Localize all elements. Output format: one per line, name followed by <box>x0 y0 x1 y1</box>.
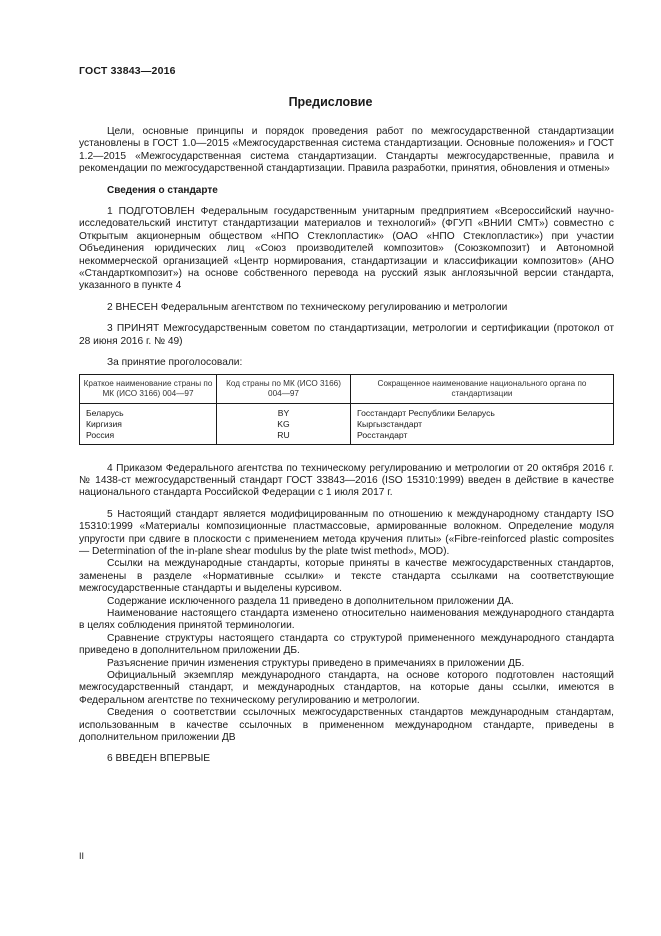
header-code: Код страны по МК (ИСО 3166) 004—97 <box>217 374 351 403</box>
cell-body: Росстандарт <box>351 430 614 445</box>
header-body: Сокращенное наименование национального органа по стандартизации <box>351 374 614 403</box>
cell-country: Киргизия <box>80 419 217 430</box>
standard-code-header: ГОСТ 33843—2016 <box>79 65 176 77</box>
info-heading: Сведения о стандарте <box>107 184 218 196</box>
paragraph-2: 2 ВНЕСЕН Федеральным агентством по техническому регулированию и метрологии <box>107 301 508 313</box>
vote-table <box>79 374 614 445</box>
table-row <box>80 419 614 430</box>
vote-table-header <box>80 374 614 403</box>
cell-code: BY <box>217 403 351 419</box>
paragraph-5-structure: Сравнение структуры настоящего стандарта со структурой примененного международного стандарта приведено в дополнительном приложении ДБ. <box>79 632 614 657</box>
paragraph-1: 1 ПОДГОТОВЛЕН Федеральным государственным унитарным предприятием «Всероссийский научно-исследовательский институт стандартизации материалов и технологий» (ФГУП «ВНИИ СМТ») совместно с Открытым акционерным обществом «НПО Стеклопластик» (ОАО «НПО Стеклопластик») при участии Объединения юридических лиц «Союз производителей композитов» (Союзкомпозит) и Автономной некоммерческой организацией «Центр нормирования, стандартизации и классификации композитов» (АНО «Стандарткомпозит») на основе собственного перевода на русский язык англоязычной версии стандарта, указанного в пункте 4 <box>79 206 614 292</box>
table-row <box>80 430 614 445</box>
paragraph-6: 6 ВВЕДЕН ВПЕРВЫЕ <box>107 753 211 765</box>
paragraph-5-title-change: Наименование настоящего стандарта изменено относительно наименования международного стандарта в целях соблюдения принятой терминологии. <box>79 607 614 632</box>
cell-body: Госстандарт Республики Беларусь <box>351 403 614 419</box>
vote-lead: За принятие проголосовали: <box>107 357 243 369</box>
header-country: Краткое наименование страны по МК (ИСО 3166) 004—97 <box>80 374 217 403</box>
preface-body <box>79 126 614 766</box>
paragraph-3: 3 ПРИНЯТ Межгосударственным советом по стандартизации, метрологии и сертификации (протокол от 28 июня 2016 г. № 49) <box>79 323 614 347</box>
paragraph-5-appendix-da: Содержание исключенного раздела 11 приведено в дополнительном приложении ДА. <box>107 595 514 607</box>
paragraph-5-official-copy: Официальный экземпляр международного стандарта, на основе которого подготовлен настоящий межгосударственный стандарт, и международных стандартов, на которые даны ссылки, имеются в Федеральном агентстве по техническому регулированию и метрологии. <box>79 670 614 706</box>
cell-code: RU <box>217 430 351 445</box>
table-row <box>80 403 614 419</box>
intro-paragraph: Цели, основные принципы и порядок проведения работ по межгосударственной стандартизации установлены в ГОСТ 1.0—2015 «Межгосударственная система стандартизации. Основные положения» и ГОСТ 1.2—2015 «Межгосударственная система стандартизации. Стандарты межгосударственные, правила и рекомендации по межгосударственной стандартизации. Правила разработки, принятия, обновления и отмены» <box>79 126 614 175</box>
page-number: II <box>79 851 85 861</box>
cell-country: Россия <box>80 430 217 445</box>
cell-body: Кыргызстандарт <box>351 419 614 430</box>
page-title: Предисловие <box>288 95 373 109</box>
paragraph-5: 5 Настоящий стандарт является модифицированным по отношению к международному стандарту ISO 15310:1999 «Материалы композиционные пластмассовые, армированные волокном. Определение модуля упругости при сдвиге в плоскости с применением метода кручения плиты» («Fibre-reinforced plastic composites — Determination of the in-plane shear modulus by the plate twist method», MOD). <box>79 508 614 557</box>
paragraph-5-conformity: Сведения о соответствии ссылочных межгосударственных стандартов международным стандартам, использованным в качестве ссылочных в примененном международном стандарте, приведены в дополнительном приложении ДВ <box>79 707 614 744</box>
paragraph-5-references: Ссылки на международные стандарты, которые приняты в качестве межгосударственных стандартов, заменены в разделе «Нормативные ссылки» и тексте стандарта ссылками на соответствующие межгосударственные стандарты и выделены курсивом. <box>79 558 614 595</box>
cell-country: Беларусь <box>80 403 217 419</box>
cell-code: KG <box>217 419 351 430</box>
paragraph-4: 4 Приказом Федерального агентства по техническому регулированию и метрологии от 20 октября 2016 г. № 1438-ст межгосударственный стандарт ГОСТ 33843—2016 (ISO 15310:1999) введен в действие в качестве национального стандарта Российской Федерации с 1 июля 2017 г. <box>79 462 614 499</box>
paragraph-5-notes: Разъяснение причин изменения структуры приведено в примечаниях в приложении ДБ. <box>107 657 525 669</box>
